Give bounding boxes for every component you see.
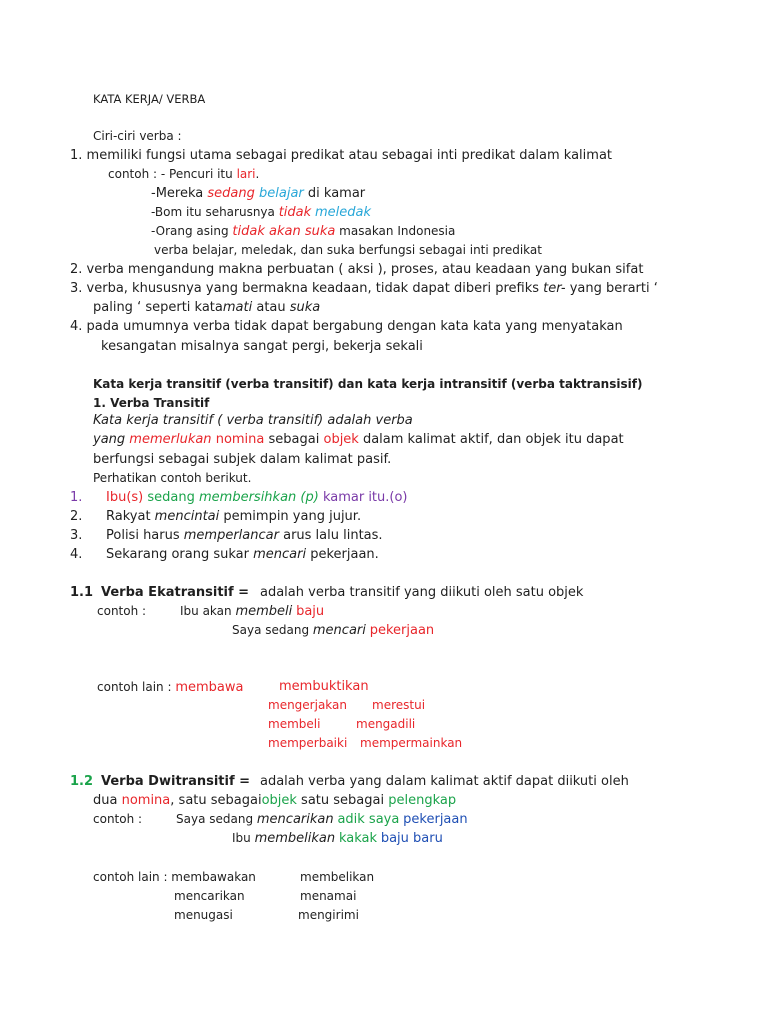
example-line-3: -Bom itu seharusnya tidak meledak <box>151 205 372 220</box>
contoh-lain-1-word-6: mengadili <box>356 717 416 731</box>
heading-1-1-title: Verba Ekatransitif = <box>101 585 250 600</box>
contoh-lain-2-word-5: menugasi <box>174 908 233 922</box>
definition-line-3: berfungsi sebagai subjek dalam kalimat pasif. <box>93 452 392 467</box>
contoh-lain-1-word-3: mengerjakan <box>268 698 347 712</box>
perhatikan-text: Perhatikan contoh berikut. <box>93 471 252 485</box>
contoh-lain-2-row-1: contoh lain : membawakan <box>93 870 256 884</box>
numbered-item-3: Polisi harus memperlancar arus lalu lintas. <box>106 528 383 543</box>
contoh-lain-1-word-8: mempermainkan <box>360 736 463 750</box>
numbered-num-4: 4. <box>70 547 83 562</box>
list-item-4-cont: kesangatan misalnya sangat pergi, bekerja sekali <box>101 339 423 354</box>
contoh-1-2-label: contoh : <box>93 812 143 826</box>
list-item-3: 3. verba, khususnya yang bermakna keadaan, tidak dapat diberi prefiks ter- yang berarti ‘ <box>70 281 658 296</box>
example-line-2: -Mereka sedang belajar di kamar <box>151 186 366 201</box>
contoh-1-2-line-2: Ibu membelikan kakak baju baru <box>232 831 443 846</box>
numbered-item-2: Rakyat mencintai pemimpin yang jujur. <box>106 509 362 524</box>
list-item-1: 1. memiliki fungsi utama sebagai predikat atau sebagai inti predikat dalam kalimat <box>70 148 613 163</box>
contoh-lain-2-word-6: mengirimi <box>298 908 359 922</box>
contoh-lain-1-word-5: membeli <box>268 717 321 731</box>
contoh-lain-1-row-1: contoh lain : membawa <box>97 680 244 695</box>
example-note: verba belajar, meledak, dan suka berfungsi sebagai inti predikat <box>154 243 542 257</box>
heading-1-1-num: 1.1 <box>70 585 94 600</box>
definition-line-1: Kata kerja transitif ( verba transitif) adalah verba <box>93 413 413 428</box>
heading-1-1-desc: adalah verba transitif yang diikuti oleh satu objek <box>260 585 584 600</box>
contoh-lain-1-word-4: merestui <box>372 698 426 712</box>
contoh-lain-1-word-7: memperbaiki <box>268 736 348 750</box>
heading-1-2-desc: adalah verba yang dalam kalimat aktif dapat diikuti oleh <box>260 774 629 789</box>
list-item-3-cont: paling ‘ seperti katamati atau suka <box>93 300 321 315</box>
numbered-num-3: 3. <box>70 528 83 543</box>
contoh-lain-2-word-3: mencarikan <box>174 889 245 903</box>
example-line-1: contoh : - Pencuri itu lari. <box>108 167 260 181</box>
section-heading: Kata kerja transitif (verba transitif) dan kata kerja intransitif (verba taktransisif) <box>93 377 643 391</box>
numbered-num-2: 2. <box>70 509 83 524</box>
definition-line-2: yang memerlukan nomina sebagai objek dalam kalimat aktif, dan objek itu dapat <box>93 432 624 447</box>
contoh-lain-2-word-4: menamai <box>300 889 357 903</box>
list-item-2: 2. verba mengandung makna perbuatan ( aksi ), proses, atau keadaan yang bukan sifat <box>70 262 644 277</box>
contoh-1-1-line-2: Saya sedang mencari pekerjaan <box>232 623 435 638</box>
ciri-label: Ciri-ciri verba : <box>93 129 182 143</box>
doc-title: KATA KERJA/ VERBA <box>93 92 206 106</box>
contoh-1-2-line-1: Saya sedang mencarikan adik saya pekerjaan <box>176 812 468 827</box>
example-line-4: -Orang asing tidak akan suka masakan Indonesia <box>151 224 456 239</box>
contoh-lain-2-word-2: membelikan <box>300 870 375 884</box>
contoh-1-1-line-1: Ibu akan membeli baju <box>180 604 325 619</box>
contoh-1-1-label: contoh : <box>97 604 147 618</box>
heading-1-2-line-2: dua nomina, satu sebagaiobjek satu sebagai pelengkap <box>93 793 457 808</box>
numbered-num-1: 1. <box>70 490 83 505</box>
list-item-4: 4. pada umumnya verba tidak dapat bergabung dengan kata kata yang menyatakan <box>70 319 623 334</box>
numbered-item-4: Sekarang orang sukar mencari pekerjaan. <box>106 547 379 562</box>
heading-1-2-num: 1.2 <box>70 774 94 789</box>
numbered-item-1: Ibu(s) sedang membersihkan (p) kamar itu.(o) <box>106 490 408 505</box>
heading-1-2-title: Verba Dwitransitif = <box>101 774 251 789</box>
subsection-heading-1: 1. Verba Transitif <box>93 396 210 410</box>
contoh-lain-1-word-2: membuktikan <box>279 679 369 694</box>
